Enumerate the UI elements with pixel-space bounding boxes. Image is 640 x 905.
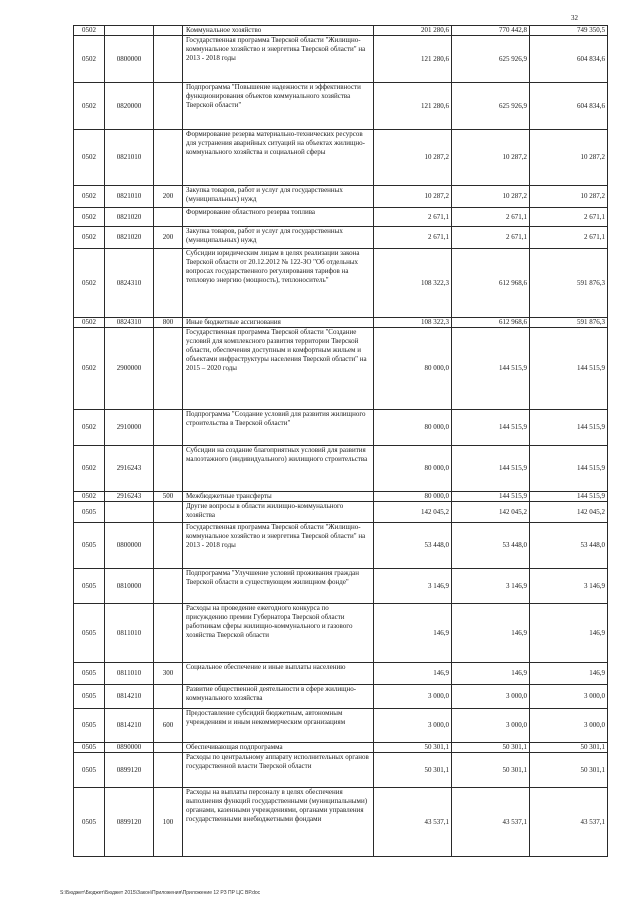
amount-cell-3: 3 000,0 [530,709,608,743]
amount-cell-2: 612 968,6 [452,249,530,318]
section-code-cell: 0505 [74,523,105,569]
amount-cell-1: 2 671,1 [374,227,452,249]
item-name-cell: Государственная программа Тверской области "Жилищно-коммунальное хозяйство и энергетика Тверской области" на 2013 - 2018 годы [183,523,374,569]
expense-type-cell [154,753,183,788]
item-name-cell: Формирование резерва материально-технических ресурсов для устранения аварийных ситуаций на объектах жилищно-коммунального хозяйства и социальной сферы [183,130,374,186]
section-code-cell: 0505 [74,788,105,857]
target-article-cell: 0814210 [105,685,154,709]
item-name-cell: Расходы на выплаты персоналу в целях обеспечения выполнения функций государственными (муниципальными) органами, казенными учреждениями, органами управления государственными внебюджетными фондами [183,788,374,857]
amount-cell-1: 3 000,0 [374,709,452,743]
amount-cell-2: 146,9 [452,663,530,685]
expense-type-cell [154,26,183,36]
item-name-cell: Субсидии юридическим лицам в целях реализации закона Тверской области от 20.12.2012 № 122-ЗО "Об отдельных вопросах государственного регулирования тарифов на тепловую энергию (мощность), теплоноситель" [183,249,374,318]
amount-cell-1: 108 322,3 [374,318,452,328]
amount-cell-3: 146,9 [530,663,608,685]
item-name-cell: Иные бюджетные ассигнования [183,318,374,328]
amount-cell-2: 625 926,9 [452,83,530,130]
amount-cell-1: 2 671,1 [374,208,452,227]
amount-cell-1: 121 280,6 [374,83,452,130]
table-row [74,130,608,186]
item-name-cell: Предоставление субсидий бюджетным, автономным учреждениям и иным некоммерческим организациям [183,709,374,743]
item-name-cell: Развитие общественной деятельности в сфере жилищно-коммунального хозяйства [183,685,374,709]
expense-type-cell: 800 [154,318,183,328]
expense-type-cell [154,685,183,709]
target-article-cell: 2900000 [105,328,154,410]
section-code-cell: 0502 [74,186,105,208]
expense-type-cell [154,410,183,446]
expense-type-cell [154,130,183,186]
amount-cell-3: 2 671,1 [530,208,608,227]
amount-cell-2: 50 301,1 [452,743,530,753]
table-row [74,604,608,663]
amount-cell-1: 50 301,1 [374,753,452,788]
item-name-cell: Расходы на проведение ежегодного конкурса по присуждению премии Губернатора Тверской области работникам сферы жилищно-коммунального и газового хозяйства Тверской области [183,604,374,663]
amount-cell-2: 2 671,1 [452,227,530,249]
amount-cell-2: 144 515,9 [452,328,530,410]
section-code-cell: 0502 [74,328,105,410]
amount-cell-3: 3 146,9 [530,569,608,604]
amount-cell-2: 10 287,2 [452,130,530,186]
amount-cell-1: 43 537,1 [374,788,452,857]
amount-cell-1: 3 000,0 [374,685,452,709]
amount-cell-1: 53 448,0 [374,523,452,569]
section-code-cell: 0502 [74,446,105,492]
table-row [74,318,608,328]
item-name-cell: Государственная программа Тверской области "Создание условий для комплексного развития территории Тверской области, обеспечения доступным и комфортным жильем и объектами инфраструктуры населения Тверской области" на 2015 – 2020 годы [183,328,374,410]
amount-cell-3: 749 350,5 [530,26,608,36]
amount-cell-1: 80 000,0 [374,492,452,502]
item-name-cell: Государственная программа Тверской области "Жилищно-коммунальное хозяйство и энергетика Тверской области" на 2013 - 2018 годы [183,36,374,83]
item-name-cell: Подпрограмма "Повышение надежности и эффективности функционирования объектов коммунального хозяйства Тверской области" [183,83,374,130]
section-code-cell: 0505 [74,743,105,753]
amount-cell-3: 3 000,0 [530,685,608,709]
item-name-cell: Социальное обеспечение и иные выплаты населению [183,663,374,685]
target-article-cell: 2916243 [105,492,154,502]
expense-type-cell: 200 [154,186,183,208]
expense-type-cell [154,502,183,523]
amount-cell-1: 80 000,0 [374,410,452,446]
amount-cell-2: 142 045,2 [452,502,530,523]
amount-cell-3: 144 515,9 [530,446,608,492]
target-article-cell [105,26,154,36]
expense-type-cell: 300 [154,663,183,685]
section-code-cell: 0502 [74,249,105,318]
target-article-cell: 0820000 [105,83,154,130]
table-row [74,410,608,446]
table-row [74,328,608,410]
table-row [74,523,608,569]
amount-cell-2: 53 448,0 [452,523,530,569]
section-code-cell: 0505 [74,663,105,685]
section-code-cell: 0505 [74,604,105,663]
amount-cell-1: 10 287,2 [374,130,452,186]
section-code-cell: 0505 [74,685,105,709]
amount-cell-1: 3 146,9 [374,569,452,604]
target-article-cell: 0800000 [105,36,154,83]
amount-cell-3: 50 301,1 [530,753,608,788]
item-name-cell: Подпрограмма "Улучшение условий проживания граждан Тверской области в существующем жилищном фонде" [183,569,374,604]
amount-cell-2: 144 515,9 [452,492,530,502]
table-row [74,492,608,502]
table-row [74,249,608,318]
amount-cell-2: 146,9 [452,604,530,663]
amount-cell-1: 80 000,0 [374,328,452,410]
section-code-cell: 0502 [74,410,105,446]
target-article-cell: 0811010 [105,604,154,663]
target-article-cell: 0814210 [105,709,154,743]
amount-cell-2: 625 926,9 [452,36,530,83]
target-article-cell: 0821020 [105,227,154,249]
amount-cell-3: 10 287,2 [530,186,608,208]
item-name-cell: Закупка товаров, работ и услуг для государственных (муниципальных) нужд [183,227,374,249]
amount-cell-1: 121 280,6 [374,36,452,83]
target-article-cell: 0899120 [105,753,154,788]
target-article-cell: 0821010 [105,130,154,186]
expense-type-cell [154,569,183,604]
target-article-cell: 0824310 [105,318,154,328]
section-code-cell: 0505 [74,502,105,523]
amount-cell-2: 144 515,9 [452,446,530,492]
file-path-footer: S:\Бюджет\Бюджет\Бюджет 2015\Закон\Приложения\Приложение 12 РЗ ПР ЦС ВР.doc [60,890,261,896]
table-row [74,743,608,753]
target-article-cell: 2910000 [105,410,154,446]
amount-cell-2: 3 000,0 [452,685,530,709]
table-row [74,227,608,249]
amount-cell-3: 591 876,3 [530,318,608,328]
amount-cell-3: 144 515,9 [530,410,608,446]
section-code-cell: 0502 [74,492,105,502]
table-row [74,788,608,857]
table-row [74,663,608,685]
target-article-cell: 0810000 [105,569,154,604]
expense-type-cell [154,523,183,569]
amount-cell-1: 80 000,0 [374,446,452,492]
target-article-cell: 0890000 [105,743,154,753]
page-number: 32 [571,14,578,22]
item-name-cell: Формирование областного резерва топлива [183,208,374,227]
item-name-cell: Коммунальное хозяйство [183,26,374,36]
section-code-cell: 0502 [74,26,105,36]
amount-cell-3: 2 671,1 [530,227,608,249]
item-name-cell: Закупка товаров, работ и услуг для государственных (муниципальных) нужд [183,186,374,208]
table-row [74,446,608,492]
amount-cell-2: 50 301,1 [452,753,530,788]
section-code-cell: 0502 [74,36,105,83]
amount-cell-3: 591 876,3 [530,249,608,318]
target-article-cell: 0899120 [105,788,154,857]
target-article-cell: 2916243 [105,446,154,492]
expense-type-cell [154,36,183,83]
amount-cell-1: 108 322,3 [374,249,452,318]
amount-cell-1: 146,9 [374,604,452,663]
amount-cell-2: 43 537,1 [452,788,530,857]
expense-type-cell [154,328,183,410]
expense-type-cell: 100 [154,788,183,857]
amount-cell-2: 2 671,1 [452,208,530,227]
section-code-cell: 0502 [74,208,105,227]
target-article-cell: 0821010 [105,186,154,208]
expense-type-cell: 600 [154,709,183,743]
amount-cell-2: 770 442,8 [452,26,530,36]
amount-cell-1: 10 287,2 [374,186,452,208]
target-article-cell: 0800000 [105,523,154,569]
expense-type-cell: 200 [154,227,183,249]
amount-cell-1: 146,9 [374,663,452,685]
expense-type-cell [154,604,183,663]
item-name-cell: Субсидии на создание благоприятных условий для развития малоэтажного (индивидуального) жилищного строительства [183,446,374,492]
expense-type-cell [154,83,183,130]
amount-cell-3: 10 287,2 [530,130,608,186]
amount-cell-3: 146,9 [530,604,608,663]
amount-cell-3: 50 301,1 [530,743,608,753]
amount-cell-1: 142 045,2 [374,502,452,523]
expense-type-cell [154,743,183,753]
item-name-cell: Расходы по центральному аппарату исполнительных органов государственной власти Тверской области [183,753,374,788]
section-code-cell: 0502 [74,318,105,328]
item-name-cell: Подпрограмма "Создание условий для развития жилищного строительства в Тверской области" [183,410,374,446]
expense-type-cell [154,249,183,318]
amount-cell-3: 604 834,6 [530,36,608,83]
target-article-cell [105,502,154,523]
amount-cell-2: 10 287,2 [452,186,530,208]
amount-cell-1: 201 280,6 [374,26,452,36]
table-row [74,753,608,788]
table-row [74,685,608,709]
amount-cell-3: 142 045,2 [530,502,608,523]
table-row [74,502,608,523]
table-row [74,186,608,208]
amount-cell-2: 3 146,9 [452,569,530,604]
amount-cell-3: 43 537,1 [530,788,608,857]
table-row [74,36,608,83]
target-article-cell: 0821020 [105,208,154,227]
table-row [74,83,608,130]
item-name-cell: Межбюджетные трансферты [183,492,374,502]
section-code-cell: 0502 [74,83,105,130]
section-code-cell: 0502 [74,130,105,186]
amount-cell-2: 144 515,9 [452,410,530,446]
table-row [74,208,608,227]
amount-cell-3: 53 448,0 [530,523,608,569]
amount-cell-1: 50 301,1 [374,743,452,753]
amount-cell-2: 3 000,0 [452,709,530,743]
item-name-cell: Обеспечивающая подпрограмма [183,743,374,753]
amount-cell-3: 144 515,9 [530,492,608,502]
table-row [74,569,608,604]
section-code-cell: 0505 [74,569,105,604]
amount-cell-2: 612 968,6 [452,318,530,328]
target-article-cell: 0811010 [105,663,154,685]
expense-type-cell: 500 [154,492,183,502]
table-row [74,26,608,36]
section-code-cell: 0505 [74,753,105,788]
amount-cell-3: 604 834,6 [530,83,608,130]
expense-type-cell [154,208,183,227]
amount-cell-3: 144 515,9 [530,328,608,410]
budget-table [73,25,607,857]
target-article-cell: 0824310 [105,249,154,318]
item-name-cell: Другие вопросы в области жилищно-коммунального хозяйства [183,502,374,523]
expense-type-cell [154,446,183,492]
section-code-cell: 0505 [74,709,105,743]
section-code-cell: 0502 [74,227,105,249]
table-row [74,709,608,743]
